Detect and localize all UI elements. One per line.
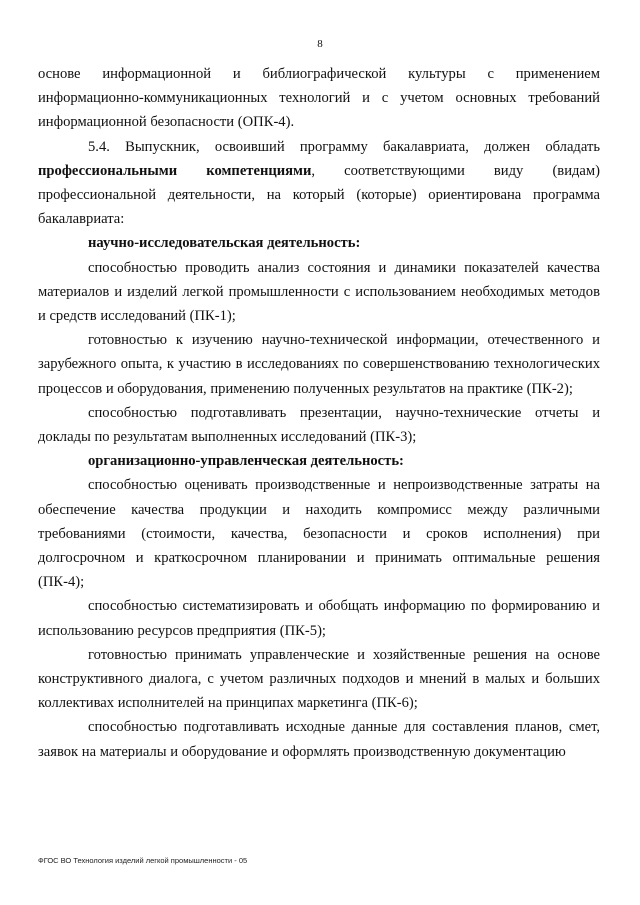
paragraph-pk3: способностью подготавливать презентации, научно-технические отчеты и доклады по результатам выполненных исследований (ПК-3); <box>38 404 600 446</box>
paragraph-pk4: способностью оценивать производственные и непроизводственные затраты на обеспечение качества продукции и находить компромисс между различными требованиями (стоимости, качества, безопасности и сроков исполнения) при долгосрочном и краткосрочном планировании и принимать оптимальные решения (ПК-4); <box>38 477 600 591</box>
section-heading-research: научно-исследовательская деятельность: <box>88 235 361 252</box>
paragraph-opk4-continuation: основе информационной и библиографической культуры с применением информационно-коммуникационных технологий и с учетом основных требований информационной безопасности (ОПК-4). <box>38 66 600 131</box>
section-heading-management: организационно-управленческая деятельность: <box>88 453 404 470</box>
paragraph-5-4-intro <box>38 135 600 232</box>
paragraph-pk6: готовностью принимать управленческие и хозяйственные решения на основе конструктивного диалога, с учетом различных подходов и мнений в малых и больших коллективах исполнителей на принципах маркетинга (ПК-6); <box>38 646 600 712</box>
intro-text-after: , соответствующими виду (видам) профессиональной деятельности, на который (которые) ориентирована программа бакалавриата: <box>38 162 601 228</box>
page-footer: ФГОС ВО Технология изделий легкой промышленности - 05 <box>38 856 248 865</box>
page-number: 8 <box>317 38 323 50</box>
paragraph-pk2: готовностью к изучению научно-технической информации, отечественного и зарубежного опыта, к участию в исследованиях по совершенствованию технологических процессов и оборудования, применению полученных результатов на практике (ПК-2); <box>38 332 600 397</box>
paragraph-pk7-start: способностью подготавливать исходные данные для составления планов, смет, заявок на материалы и оборудование и оформлять производственную документацию <box>38 719 600 760</box>
paragraph-pk1: способностью проводить анализ состояния и динамики показателей качества материалов и изделий легкой промышленности с использованием необходимых методов и средств исследований (ПК-1); <box>38 259 600 325</box>
document-body <box>38 62 600 764</box>
paragraph-pk5: способностью систематизировать и обобщать информацию по формированию и использованию ресурсов предприятия (ПК-5); <box>38 598 600 639</box>
intro-text-before: 5.4. Выпускник, освоивший программу бакалавриата, должен обладать <box>88 138 600 155</box>
intro-bold-term: профессиональными компетенциями <box>38 162 312 179</box>
